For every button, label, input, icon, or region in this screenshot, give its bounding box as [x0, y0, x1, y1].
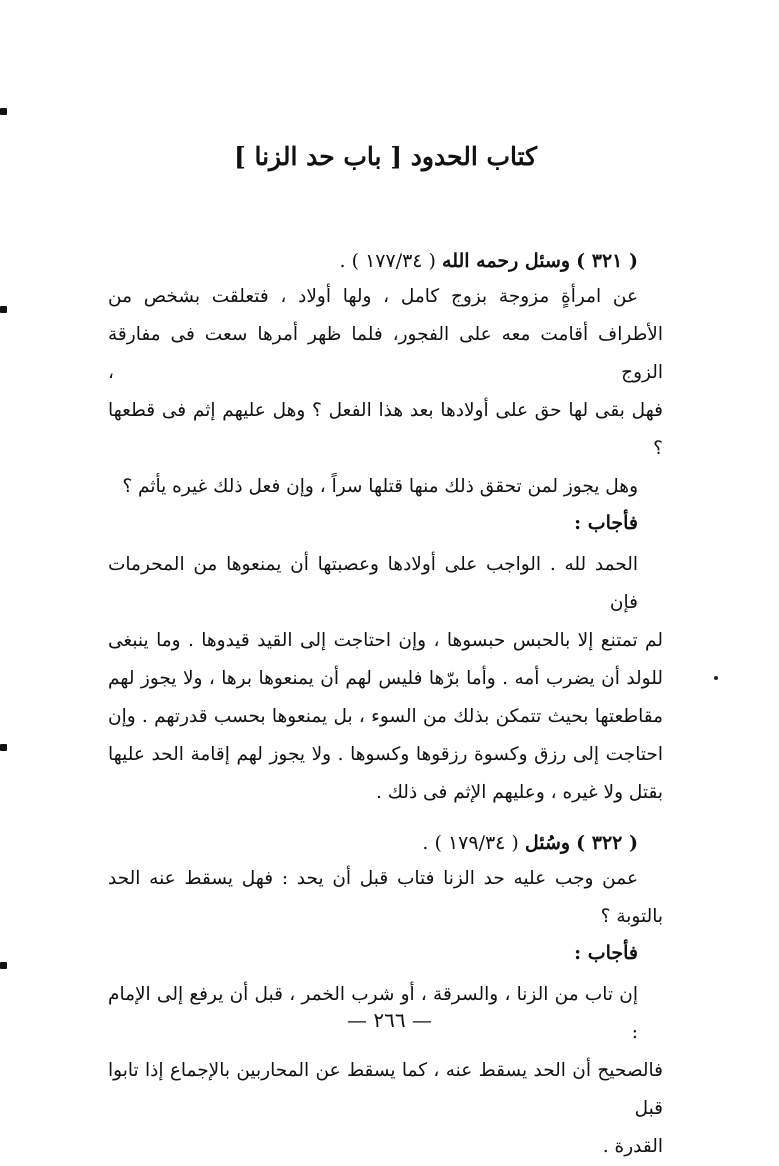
margin-mark — [0, 744, 7, 751]
text-line: عمن وجب عليه حد الزنا فتاب قبل أن يحد : فهل يسقط عنه الحد — [108, 868, 638, 889]
answer-text — [108, 546, 663, 812]
text-line: لم تمتنع إلا بالحبس حبسوها ، وإن احتاجت إلى القيد قيدوها . وما ينبغى — [108, 630, 663, 651]
margin-mark — [0, 108, 7, 115]
text-line: الحمد لله . الواجب على أولادها وعصبتها أن يمنعوها من المحرمات فإن — [108, 554, 638, 613]
question-text — [108, 278, 663, 506]
margin-mark — [0, 306, 7, 313]
question-asked: وسئل رحمه الله — [442, 250, 571, 272]
question-number: ( ٣٢١ ) — [576, 250, 638, 272]
page-number: — ٢٦٦ — — [347, 1008, 432, 1032]
question-322 — [108, 826, 663, 1166]
text-line: القدرة . — [602, 1136, 663, 1157]
stray-dot — [714, 676, 718, 680]
question-reference: ( ١٧٧/٣٤ ) . — [339, 250, 436, 272]
text-line: مقاطعتها بحيث تتمكن بذلك من السوء ، بل يمنعوها بحسب قدرتهم . وإن — [108, 706, 663, 727]
text-line: بقتل ولا غيره ، وعليهم الإثم فى ذلك . — [375, 782, 663, 803]
question-number: ( ٣٢٢ ) — [576, 832, 638, 854]
text-line: فالصحيح أن الحد يسقط عنه ، كما يسقط عن المحاربين بالإجماع إذا تابوا قبل — [108, 1060, 663, 1119]
answer-text — [108, 976, 663, 1166]
text-line: إن تاب من الزنا ، والسرقة ، أو شرب الخمر ، قبل أن يرفع إلى الإمام : — [108, 984, 638, 1043]
question-reference: ( ١٧٩/٣٤ ) . — [422, 832, 519, 854]
answer-label: فأجاب : — [574, 942, 638, 964]
question-header — [108, 244, 663, 278]
text-line: فهل بقى لها حق على أولادها بعد هذا الفعل ؟ وهل عليهم إثم فى قطعها ؟ — [108, 400, 663, 459]
text-line: بالتوبة ؟ — [600, 906, 663, 927]
question-asked: وسُئل — [524, 832, 571, 854]
text-line: الأطراف أقامت معه على الفجور، فلما ظهر أمرها سعت فى مفارقة الزوج ، — [108, 324, 663, 383]
text-line: وهل يجوز لمن تحقق ذلك منها قتلها سراً ، وإن فعل ذلك غيره يأثم ؟ — [122, 476, 638, 497]
question-text — [108, 860, 663, 936]
text-line: للولد أن يضرب أمه . وأما برّها فليس لهم أن يمنعوها برها ، ولا يجوز لهم — [108, 668, 663, 689]
chapter-title: كتاب الحدود [ باب حد الزنا ] — [233, 142, 538, 171]
text-line: احتاجت إلى رزق وكسوة رزقوها وكسوها . ولا يجوز لهم إقامة الحد عليها — [108, 744, 663, 765]
text-line: عن امرأةٍ مزوجة بزوج كامل ، ولها أولاد ، فتعلقت بشخص من — [108, 286, 638, 307]
margin-mark — [0, 962, 7, 969]
question-header — [108, 826, 663, 860]
question-321 — [108, 244, 663, 812]
answer-label: فأجاب : — [574, 512, 638, 534]
